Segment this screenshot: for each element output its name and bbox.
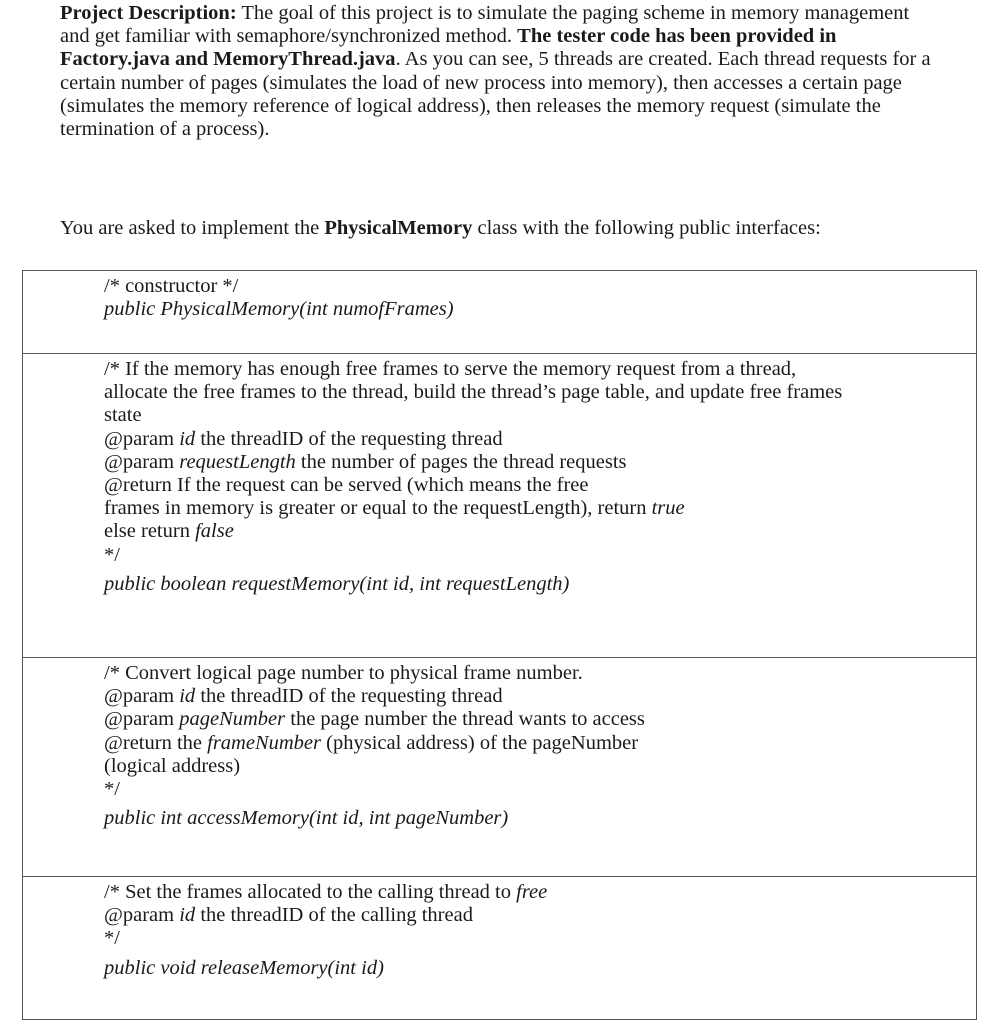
return-text: frames in memory is greater or equal to the requestLength), return (104, 497, 652, 520)
param-desc: the threadID of the requesting thread (195, 685, 503, 708)
param-tag: @param (104, 708, 180, 731)
comment-text: /* Set the frames allocated to the calling thread to (104, 881, 517, 903)
param-name: id (179, 685, 196, 708)
access-comment-line-1: /* Convert logical page number to physical frame number. (104, 662, 583, 684)
instruction-text-2: class with the following public interfaces: (472, 217, 821, 239)
request-param-id (104, 428, 966, 451)
request-return-line-1: @return If the request can be served (which means the free (104, 474, 589, 497)
return-true: true (651, 497, 685, 520)
request-comment-line-1: /* If the memory has enough free frames to serve the memory request from a thread, (104, 358, 797, 380)
param-name: id (179, 904, 196, 927)
implementation-instruction (60, 217, 940, 240)
project-description-heading: Project Description: (60, 2, 237, 24)
return-text: else return (104, 520, 196, 543)
description-text-1: The goal of this project is to simulate the paging scheme in memory management and get familiar with semaphore/synchronized method. (60, 2, 910, 48)
param-tag: @param (104, 904, 180, 927)
description-text-2: . As you can see, 5 threads are created. Each thread requests for a certain number of pages (simulates the load of new process into memory), then accesses a certain page (simulates the memory reference of logical address), then releases the memory request (simulate the termination of a process). (60, 48, 931, 141)
class-name: PhysicalMemory (324, 217, 473, 239)
param-name: id (179, 427, 196, 450)
request-comment-line-3: state (104, 404, 142, 427)
constructor-comment: /* constructor */ (104, 275, 239, 297)
access-return-line-1 (104, 732, 966, 755)
release-comment-end: */ (104, 927, 120, 950)
return-desc: (physical address) of the pageNumber (321, 731, 639, 754)
return-false: false (195, 520, 234, 543)
param-desc: the threadID of the calling thread (195, 904, 473, 927)
comment-free: free (516, 881, 548, 903)
project-description-paragraph (60, 2, 940, 141)
release-param-id (104, 904, 966, 927)
access-comment-end: */ (104, 778, 120, 801)
constructor-signature: public PhysicalMemory(int numofFrames) (104, 298, 454, 321)
interface-table (22, 270, 977, 1020)
param-tag: @param (104, 450, 180, 473)
request-return-line-3 (104, 520, 966, 543)
param-tag: @param (104, 427, 180, 450)
param-name: pageNumber (179, 708, 286, 731)
param-name: requestLength (179, 450, 296, 473)
param-tag: @param (104, 685, 180, 708)
request-memory-cell (23, 353, 976, 657)
param-desc: the page number the thread wants to access (285, 708, 645, 731)
access-memory-signature: public int accessMemory(int id, int pageNumber) (104, 807, 509, 830)
release-comment-line-1 (104, 881, 966, 904)
access-return-line-2: (logical address) (104, 754, 241, 777)
request-memory-signature: public boolean requestMemory(int id, int requestLength) (104, 572, 570, 595)
request-comment-line-2: allocate the free frames to the thread, build the thread’s page table, and update free frames (104, 381, 843, 404)
release-memory-signature: public void releaseMemory(int id) (104, 956, 384, 979)
request-param-length (104, 451, 966, 474)
param-desc: the threadID of the requesting thread (195, 427, 503, 450)
param-desc: the number of pages the thread requests (295, 450, 627, 473)
return-name: frameNumber (207, 731, 322, 754)
tester-note: The tester code has been provided in Factory.java and MemoryThread.java (60, 25, 837, 71)
return-text: @return the (104, 731, 208, 754)
constructor-cell (23, 271, 976, 353)
access-param-page (104, 708, 966, 731)
request-return-line-2 (104, 497, 966, 520)
access-memory-cell (23, 657, 976, 876)
instruction-text-1: You are asked to implement the (60, 217, 325, 239)
access-param-id (104, 685, 966, 708)
release-memory-cell (23, 876, 976, 1019)
request-comment-end: */ (104, 543, 120, 566)
